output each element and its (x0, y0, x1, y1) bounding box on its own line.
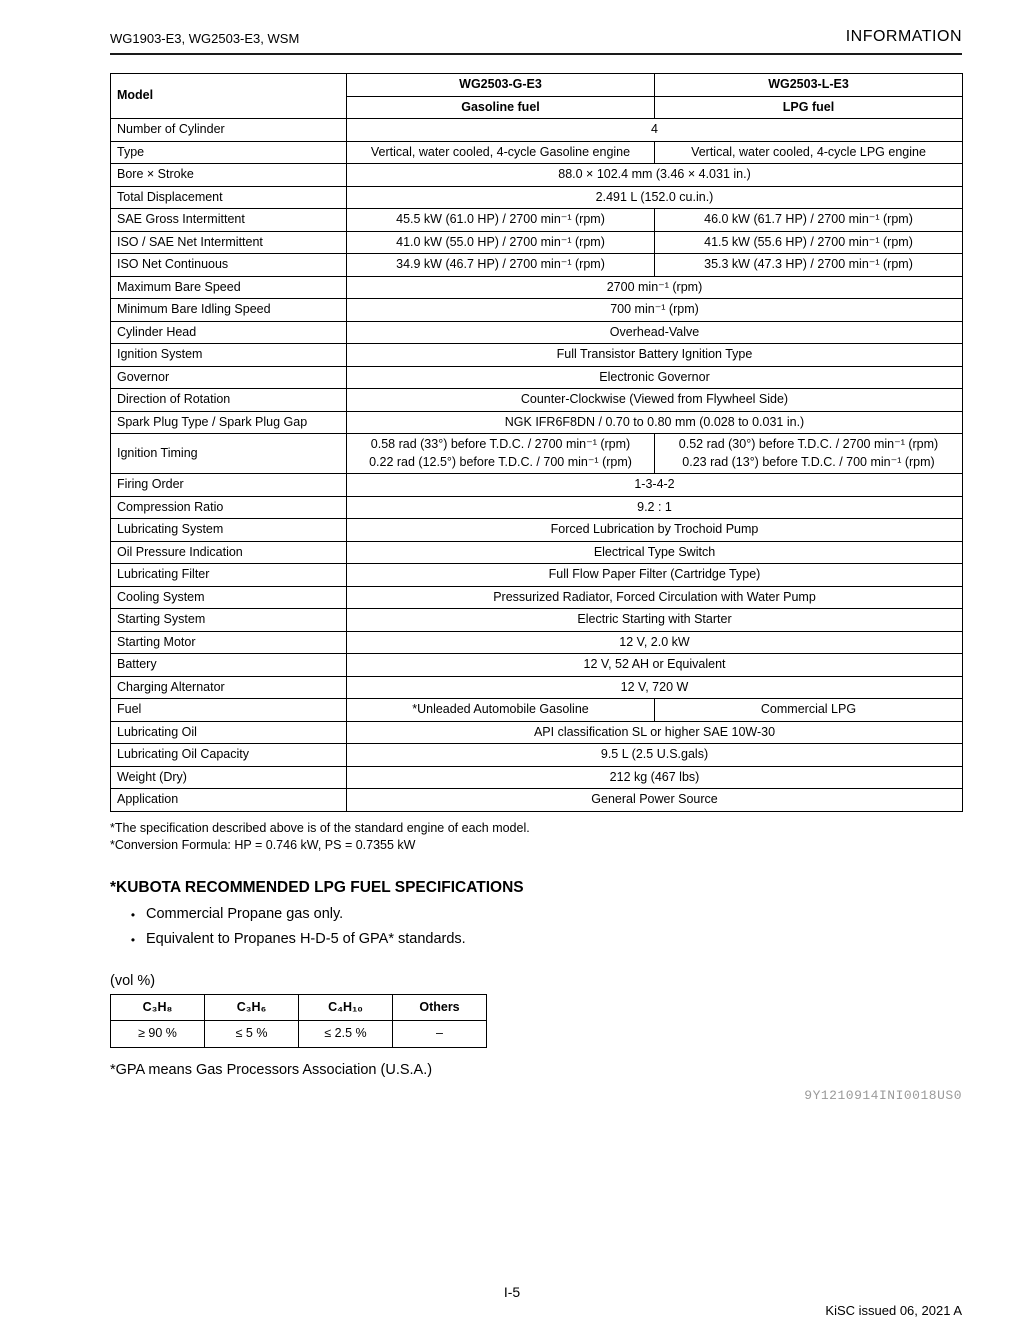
spec-value: 9.5 L (2.5 U.S.gals) (347, 744, 963, 767)
fuel-gasoline-cell: Gasoline fuel (347, 96, 655, 119)
spec-row (111, 676, 963, 699)
spec-value: Electrical Type Switch (347, 541, 963, 564)
spec-label: Weight (Dry) (111, 766, 347, 789)
lpg-col-header: C₄H₁₀ (299, 994, 393, 1021)
spec-row (111, 766, 963, 789)
spec-value: API classification SL or higher SAE 10W-30 (347, 721, 963, 744)
lpg-col-header: C₃H₆ (205, 994, 299, 1021)
spec-label: Firing Order (111, 474, 347, 497)
spec-row (111, 186, 963, 209)
list-item (120, 931, 962, 947)
bullet-text: Equivalent to Propanes H-D-5 of GPA* standards. (146, 930, 466, 947)
spec-label: Ignition Timing (111, 434, 347, 474)
spec-row (111, 474, 963, 497)
spec-label: Lubricating System (111, 519, 347, 542)
timing-line-1: 0.52 rad (30°) before T.D.C. / 2700 min⁻¹ (rpm) (678, 437, 939, 451)
bullet-text: Commercial Propane gas only. (146, 905, 344, 922)
bullet-icon (120, 906, 146, 922)
issue-note: KiSC issued 06, 2021 A (825, 1303, 962, 1318)
spec-label: Maximum Bare Speed (111, 276, 347, 299)
spec-row (111, 609, 963, 632)
spec-value: 2.491 L (152.0 cu.in.) (347, 186, 963, 209)
timing-line-2: 0.23 rad (13°) before T.D.C. / 700 min⁻¹ (rpm) (682, 454, 935, 469)
spec-row-ignition-timing (111, 434, 963, 474)
spec-value: Full Flow Paper Filter (Cartridge Type) (347, 564, 963, 587)
spec-value: Full Transistor Battery Ignition Type (347, 344, 963, 367)
spec-row (111, 119, 963, 142)
spec-row (111, 389, 963, 412)
spec-label: Starting System (111, 609, 347, 632)
spec-row (111, 564, 963, 587)
spec-value-gasoline: 34.9 kW (46.7 HP) / 2700 min⁻¹ (rpm) (347, 254, 655, 277)
spec-row (111, 631, 963, 654)
spec-value-gasoline: 45.5 kW (61.0 HP) / 2700 min⁻¹ (rpm) (347, 209, 655, 232)
model-lpg-cell: WG2503-L-E3 (655, 74, 963, 97)
spec-value-gasoline: Vertical, water cooled, 4-cycle Gasoline engine (347, 141, 655, 164)
spec-label: Bore × Stroke (111, 164, 347, 187)
spec-label: Fuel (111, 699, 347, 722)
timing-line-1: 0.58 rad (33°) before T.D.C. / 2700 min⁻¹ (rpm) (370, 437, 631, 451)
footnote-conversion-formula: *Conversion Formula: HP = 0.746 kW, PS = 0.7355 kW (110, 838, 416, 852)
lpg-composition-table (110, 994, 487, 1048)
spec-value-lpg: 46.0 kW (61.7 HP) / 2700 min⁻¹ (rpm) (655, 209, 963, 232)
spec-label: Cooling System (111, 586, 347, 609)
document-code: 9Y1210914INI0018US0 (804, 1087, 962, 1103)
spec-label: Starting Motor (111, 631, 347, 654)
spec-value: 1-3-4-2 (347, 474, 963, 497)
spec-label: Application (111, 789, 347, 812)
spec-value-lpg: Commercial LPG (655, 699, 963, 722)
spec-value-lpg: Vertical, water cooled, 4-cycle LPG engine (655, 141, 963, 164)
spec-label: SAE Gross Intermittent (111, 209, 347, 232)
spec-label: Direction of Rotation (111, 389, 347, 412)
lpg-col-header: Others (393, 994, 487, 1021)
footnote-standard-engine: *The specification described above is of the standard engine of each model. (110, 820, 530, 835)
spec-row (111, 654, 963, 677)
spec-value-gasoline: *Unleaded Automobile Gasoline (347, 699, 655, 722)
spec-value: 12 V, 2.0 kW (347, 631, 963, 654)
spec-value-gasoline (347, 434, 655, 474)
spec-row (111, 744, 963, 767)
bullet-icon (120, 931, 146, 947)
spec-label: ISO / SAE Net Intermittent (111, 231, 347, 254)
spec-row (111, 789, 963, 812)
spec-value: 700 min⁻¹ (rpm) (347, 299, 963, 322)
spec-row (111, 344, 963, 367)
spec-row (111, 141, 963, 164)
spec-label: Compression Ratio (111, 496, 347, 519)
lpg-value: ≥ 90 % (111, 1021, 205, 1048)
model-gasoline-cell: WG2503-G-E3 (347, 74, 655, 97)
spec-row (111, 276, 963, 299)
spec-header-row (111, 74, 963, 97)
spec-value: 9.2 : 1 (347, 496, 963, 519)
header-model-codes: WG1903-E3, WG2503-E3, WSM (110, 31, 300, 46)
list-item (120, 906, 962, 922)
spec-label: Charging Alternator (111, 676, 347, 699)
spec-row (111, 254, 963, 277)
spec-row (111, 586, 963, 609)
lpg-value-row (111, 1021, 487, 1048)
page-number: I-5 (503, 1284, 521, 1300)
table-footnotes (110, 820, 962, 855)
spec-label: Type (111, 141, 347, 164)
gpa-footnote: *GPA means Gas Processors Association (U.S.A.) (110, 1061, 433, 1078)
spec-label: Spark Plug Type / Spark Plug Gap (111, 411, 347, 434)
spec-value: Electronic Governor (347, 366, 963, 389)
spec-value-lpg: 41.5 kW (55.6 HP) / 2700 min⁻¹ (rpm) (655, 231, 963, 254)
spec-label: Lubricating Filter (111, 564, 347, 587)
model-header-cell: Model (111, 74, 347, 119)
spec-value: 212 kg (467 lbs) (347, 766, 963, 789)
spec-row (111, 699, 963, 722)
spec-value: 4 (347, 119, 963, 142)
spec-label: Cylinder Head (111, 321, 347, 344)
spec-label: Lubricating Oil Capacity (111, 744, 347, 767)
header-section-title: INFORMATION (845, 28, 962, 45)
spec-label: Number of Cylinder (111, 119, 347, 142)
spec-value: 12 V, 52 AH or Equivalent (347, 654, 963, 677)
spec-label: Governor (111, 366, 347, 389)
spec-value-lpg: 35.3 kW (47.3 HP) / 2700 min⁻¹ (rpm) (655, 254, 963, 277)
spec-value: Overhead-Valve (347, 321, 963, 344)
spec-row (111, 209, 963, 232)
lpg-spec-heading: *KUBOTA RECOMMENDED LPG FUEL SPECIFICATIONS (110, 878, 524, 896)
spec-value: 88.0 × 102.4 mm (3.46 × 4.031 in.) (347, 164, 963, 187)
spec-label: Oil Pressure Indication (111, 541, 347, 564)
spec-row (111, 541, 963, 564)
spec-value: 12 V, 720 W (347, 676, 963, 699)
spec-label: Total Displacement (111, 186, 347, 209)
lpg-value: ≤ 2.5 % (299, 1021, 393, 1048)
vol-percent-label: (vol %) (110, 972, 156, 989)
lpg-header-row (111, 994, 487, 1021)
spec-row (111, 519, 963, 542)
spec-row (111, 321, 963, 344)
fuel-lpg-cell: LPG fuel (655, 96, 963, 119)
spec-table (110, 73, 963, 812)
spec-value-gasoline: 41.0 kW (55.0 HP) / 2700 min⁻¹ (rpm) (347, 231, 655, 254)
page-header (110, 28, 962, 55)
spec-row (111, 496, 963, 519)
spec-row (111, 721, 963, 744)
spec-value-lpg (655, 434, 963, 474)
lpg-col-header: C₃H₈ (111, 994, 205, 1021)
spec-row (111, 411, 963, 434)
spec-value: Pressurized Radiator, Forced Circulation with Water Pump (347, 586, 963, 609)
spec-label: Minimum Bare Idling Speed (111, 299, 347, 322)
spec-value: 2700 min⁻¹ (rpm) (347, 276, 963, 299)
spec-label: ISO Net Continuous (111, 254, 347, 277)
spec-value: General Power Source (347, 789, 963, 812)
lpg-value: – (393, 1021, 487, 1048)
spec-value: Electric Starting with Starter (347, 609, 963, 632)
spec-row (111, 366, 963, 389)
spec-label: Lubricating Oil (111, 721, 347, 744)
spec-row (111, 231, 963, 254)
spec-row (111, 299, 963, 322)
spec-value: Counter-Clockwise (Viewed from Flywheel Side) (347, 389, 963, 412)
spec-value: Forced Lubrication by Trochoid Pump (347, 519, 963, 542)
spec-label: Ignition System (111, 344, 347, 367)
lpg-bullet-list (110, 906, 962, 947)
lpg-value: ≤ 5 % (205, 1021, 299, 1048)
timing-line-2: 0.22 rad (12.5°) before T.D.C. / 700 min⁻¹ (rpm) (369, 454, 632, 469)
spec-label: Battery (111, 654, 347, 677)
spec-value: NGK IFR6F8DN / 0.70 to 0.80 mm (0.028 to 0.031 in.) (347, 411, 963, 434)
spec-row (111, 164, 963, 187)
